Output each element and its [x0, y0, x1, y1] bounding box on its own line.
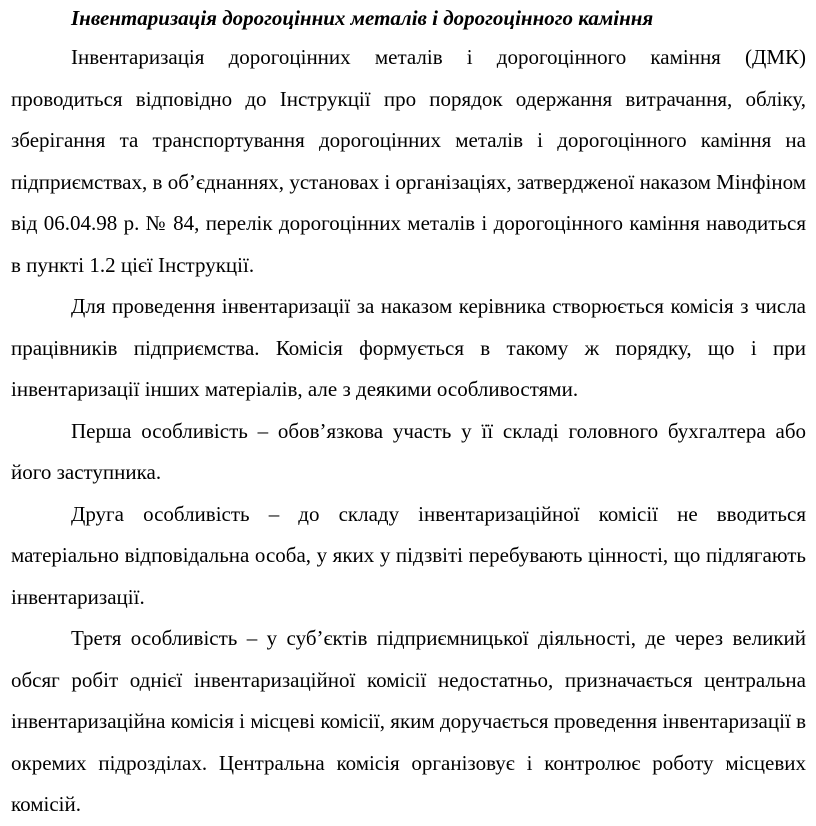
paragraph-commission: Для проведення інвентаризації за наказом керівника створюється комісія з числа працівників підприємства. Комісія формується в такому ж порядку, що і при інвентаризації інших матеріалів, але з деякими особливостями.: [11, 294, 806, 401]
paragraph-second-feature: Друга особливість – до складу інвентаризаційної комісії не вводиться матеріально відповідальна особа, у яких у підзвіті перебувають цінності, що підлягають інвентаризації.: [11, 501, 806, 609]
paragraph-dmk-instruction: Інвентаризація дорогоцінних металів і дорогоцінного каміння (ДМК) проводиться відповідно до Інструкції про порядок одержання витрачання, обліку, зберігання та транспортування дорогоцінних металів і дорогоцінного каміння на підприємствах, в об’єднаннях, установах і організаціях, затвердженої наказом Мінфіном від 06.04.98 р. № 84, перелік дорогоцінних металів і дорогоцінного каміння наводиться в пункті 1.2 цієї Інструкції.: [11, 45, 806, 277]
paragraph-third-feature: Третя особливість – у суб’єктів підприємницької діяльності, де через великий обсяг робіт однієї інвентаризаційної комісії недостатньо, призначається центральна інвентаризаційна комісія і місцеві комісії, яким доручається проведення інвентаризації в окремих підрозділах. Центральна комісія організовує і контролює роботу місцевих комісій.: [11, 626, 806, 816]
paragraph-first-feature: Перша особливість – обов’язкова участь у її складі головного бухгалтера або його заступника.: [11, 418, 806, 484]
document-page: [11, 0, 806, 826]
section-heading: Інвентаризація дорогоцінних металів і дорогоцінного каміння: [71, 6, 654, 30]
